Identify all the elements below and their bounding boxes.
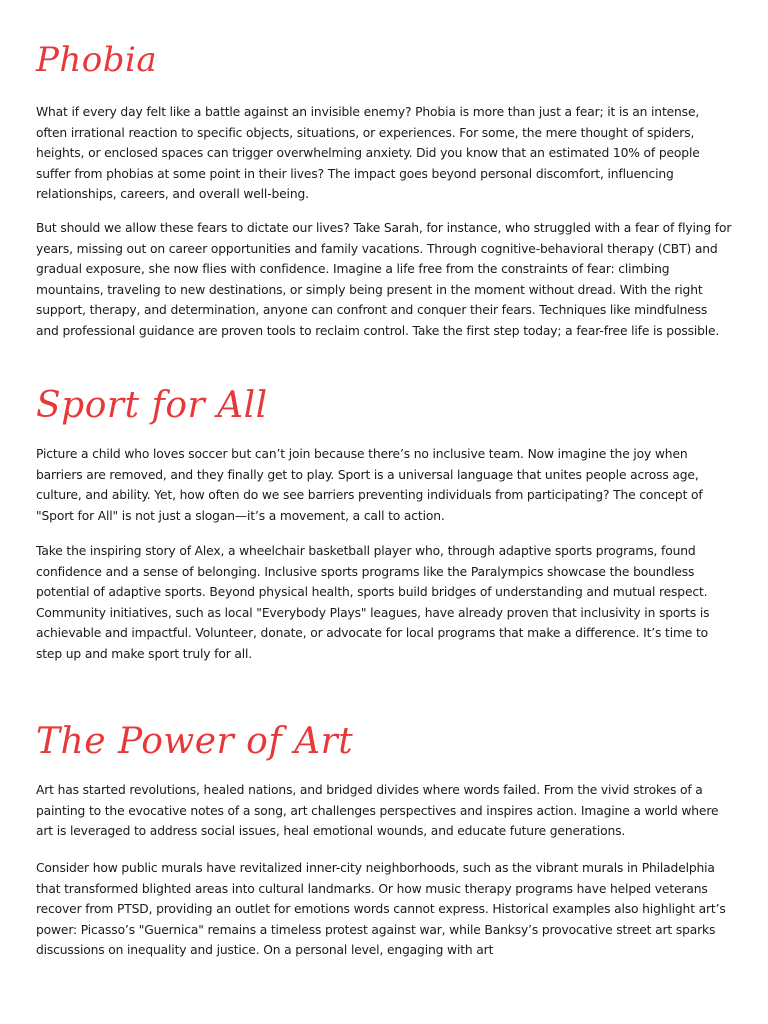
section-title-sport-for-all: Sport for All [36, 385, 268, 426]
sport-paragraph-2: Take the inspiring story of Alex, a wheelchair basketball player who, through adaptive sports programs, found confidence and a sense of belonging. Inclusive sports programs like the Paralympics showcase the boundless potential of adaptive sports. Beyond physical health, sports build bridges of understanding and mutual respect. Community initiatives, such as local "Everybody Plays" leagues, have already proven that inclusivity in sports is achievable and impactful. Volunteer, donate, or advocate for local programs that make a difference. It’s time to step up and make sport truly for all. [36, 544, 710, 661]
section-title-phobia: Phobia [36, 40, 158, 80]
sport-paragraph-1: Picture a child who loves soccer but can’t join because there’s no inclusive team. Now imagine the joy when barriers are removed, and they finally get to play. Sport is a universal language that unites people across age, culture, and ability. Yet, how often do we see barriers preventing individuals from participating? The concept of "Sport for All" is not just a slogan—it’s a movement, a call to action. [36, 447, 703, 523]
phobia-paragraph-2: But should we allow these fears to dictate our lives? Take Sarah, for instance, who struggled with a fear of flying for years, missing out on career opportunities and family vacations. Through cognitive-behavioral therapy (CBT) and gradual exposure, she now flies with confidence. Imagine a life free from the constraints of fear: climbing mountains, traveling to new destinations, or simply being present in the moment without dread. With the right support, therapy, and determination, anyone can confront and conquer their fears. Techniques like mindfulness and professional guidance are proven tools to reclaim control. Take the first step today; a fear-free life is possible. [36, 221, 732, 338]
phobia-paragraph-1: What if every day felt like a battle against an invisible enemy? Phobia is more than just a fear; it is an intense, often irrational reaction to specific objects, situations, or experiences. For some, the mere thought of spiders, heights, or enclosed spaces can trigger overwhelming anxiety. Did you know that an estimated 10% of people suffer from phobias at some point in their lives? The impact goes beyond personal discomfort, influencing relationships, careers, and overall well-being. [36, 105, 700, 202]
art-paragraph-1: Art has started revolutions, healed nations, and bridged divides where words failed. From the vivid strokes of a painting to the evocative notes of a song, art challenges perspectives and inspires action. Imagine a world where art is leveraged to address social issues, heal emotional wounds, and educate future generations. [36, 783, 719, 839]
section-title-power-of-art: The Power of Art [36, 721, 354, 762]
art-paragraph-2: Consider how public murals have revitalized inner-city neighborhoods, such as the vibrant murals in Philadelphia that transformed blighted areas into cultural landmarks. Or how music therapy programs have helped veterans recover from PTSD, providing an outlet for emotions words cannot express. Historical examples also highlight art’s power: Picasso’s "Guernica" remains a timeless protest against war, while Banksy’s provocative street art sparks discussions on inequality and justice. On a personal level, engaging with art [36, 861, 726, 958]
